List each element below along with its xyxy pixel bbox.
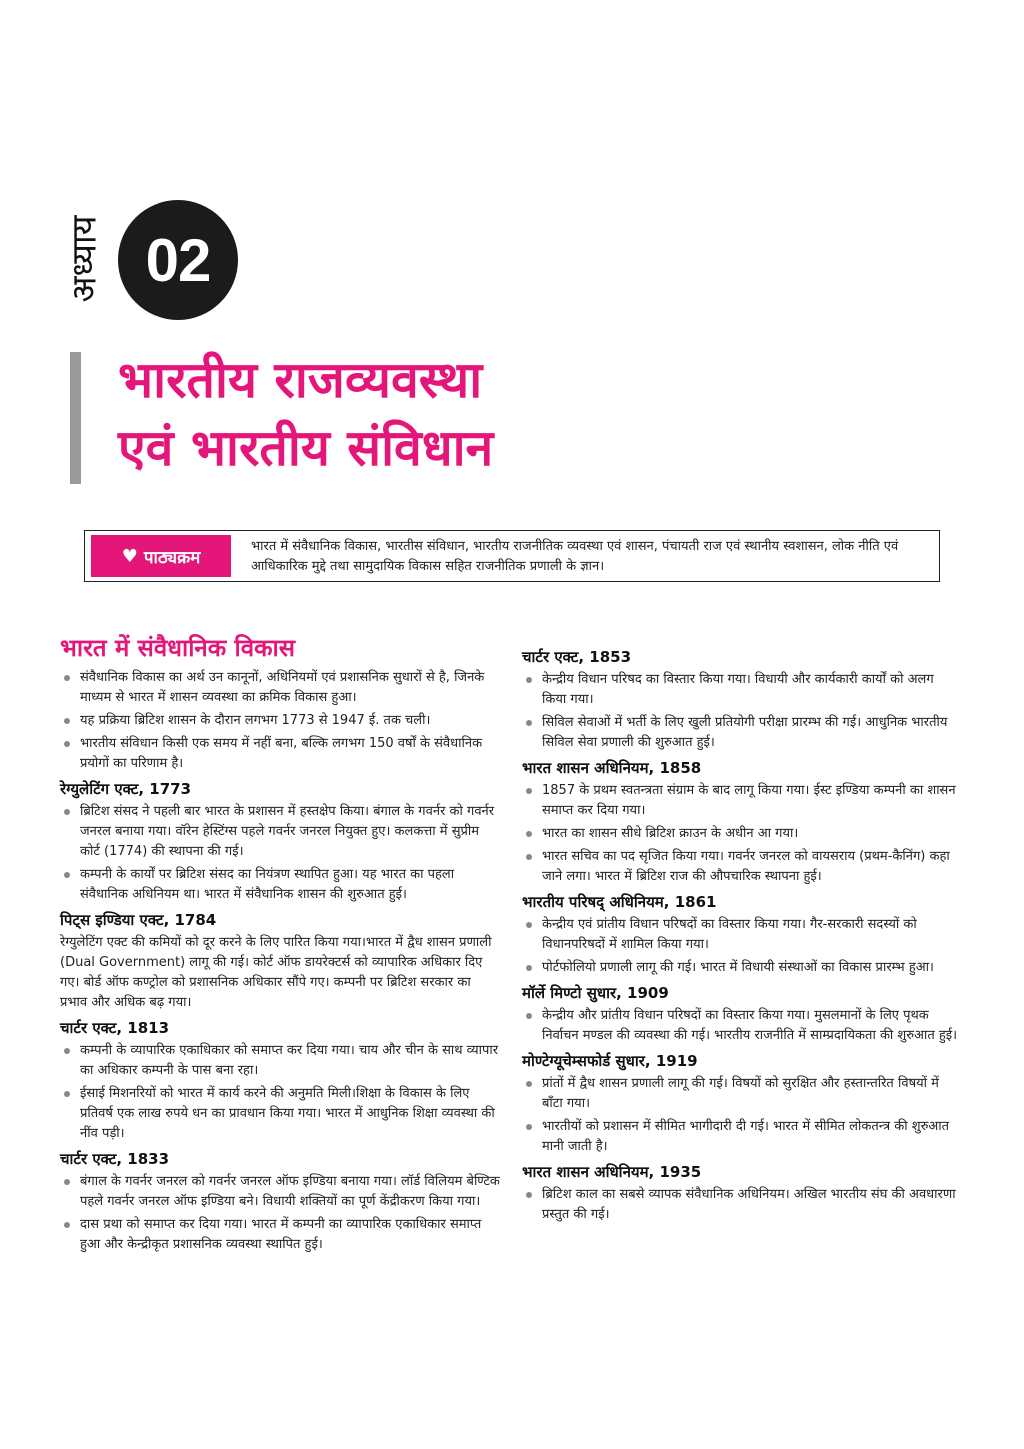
list-item: संवैधानिक विकास का अर्थ उन कानूनों, अधिनियमों एवं प्रशासनिक सुधारों से है, जिनके माध्यम से भारत में शासन व्यवस्था का क्रमिक विकास हुआ।	[60, 668, 500, 708]
list-item: भारतीय संविधान किसी एक समय में नहीं बना, बल्कि लगभग 150 वर्षों के संवैधानिक प्रयोगों का परिणाम है।	[60, 734, 500, 774]
list-item: प्रांतों में द्वैध शासन प्रणाली लागू की गई। विषयों को सुरक्षित और हस्तान्तरित विषयों में बाँटा गया।	[522, 1074, 962, 1114]
bullet-list	[522, 1006, 962, 1046]
subsection-heading: रेग्युलेटिंग एक्ट, 1773	[60, 780, 192, 798]
list-item: पोर्टफोलियो प्रणाली लागू की गई। भारत में विधायी संस्थाओं का विकास प्रारम्भ हुआ।	[522, 958, 962, 978]
chapter-title-line2: एवं भारतीय संविधान	[118, 419, 494, 477]
list-item: भारत सचिव का पद सृजित किया गया। गवर्नर जनरल को वायसराय (प्रथम-कैनिंग) कहा जाने लगा। भारत में ब्रिटिश राज की औपचारिक स्थापना हुई।	[522, 847, 962, 887]
list-item: ब्रिटिश संसद ने पहली बार भारत के प्रशासन में हस्तक्षेप किया। बंगाल के गवर्नर को गवर्नर जनरल बनाया गया। वॉरेन हेस्टिंग्स पहले गवर्नर जनरल नियुक्त हुए। कलकत्ता में सुप्रीम कोर्ट (1774) की स्थापना की गई।	[60, 802, 500, 862]
bullet-list	[60, 802, 500, 905]
list-item: केन्द्रीय और प्रांतीय विधान परिषदों का विस्तार किया गया। मुसलमानों के लिए पृथक निर्वाचन मण्डल की व्यवस्था की गई। भारतीय राजनीति में साम्प्रदायिकता की शुरुआत हुई।	[522, 1006, 962, 1046]
list-item: कम्पनी के कार्यों पर ब्रिटिश संसद का नियंत्रण स्थापित हुआ। यह भारत का पहला संवैधानिक अधिनियम था। भारत में संवैधानिक शासन की शुरुआत हुई।	[60, 865, 500, 905]
subsection-heading: चार्टर एक्ट, 1833	[60, 1150, 170, 1168]
chapter-title-line1: भारतीय राजव्यवस्था	[118, 351, 483, 409]
list-item: भारतीयों को प्रशासन में सीमित भागीदारी दी गई। भारत में सीमित लोकतन्त्र की शुरुआत मानी जाती है।	[522, 1117, 962, 1157]
syllabus-label: पाठ्यक्रम	[143, 547, 201, 568]
chapter-number-badge: 02	[118, 200, 238, 320]
list-item: ब्रिटिश काल का सबसे व्यापक संवैधानिक अधिनियम। अखिल भारतीय संघ की अवधारणा प्रस्तुत की गई।	[522, 1185, 962, 1225]
bullet-list	[60, 1172, 500, 1255]
title-accent-bar	[70, 352, 81, 484]
chapter-title	[118, 346, 718, 482]
subsection-heading: भारतीय परिषद् अधिनियम, 1861	[522, 893, 717, 911]
bullet-list	[522, 1185, 962, 1225]
chapter-label: अध्याय	[64, 215, 105, 303]
list-item: यह प्रक्रिया ब्रिटिश शासन के दौरान लगभग 1773 से 1947 ई. तक चली।	[60, 711, 500, 731]
subsection-heading: चार्टर एक्ट, 1853	[522, 648, 632, 666]
subsection-heading: मॉर्ले मिण्टो सुधार, 1909	[522, 984, 669, 1002]
section-title: भारत में संवैधानिक विकास	[60, 634, 295, 662]
heart-v-icon: ♥	[121, 545, 138, 567]
list-item: भारत का शासन सीधे ब्रिटिश क्राउन के अधीन आ गया।	[522, 824, 962, 844]
intro-list	[60, 668, 500, 774]
syllabus-box	[84, 530, 940, 582]
subsection-heading: भारत शासन अधिनियम, 1935	[522, 1163, 702, 1181]
paragraph: रेग्युलेटिंग एक्ट की कमियों को दूर करने के लिए पारित किया गया।भारत में द्वैध शासन प्रणाली (Dual Government) लागू की गई। कोर्ट ऑफ डायरेक्टर्स को व्यापारिक अधिकार दिए गए। बोर्ड ऑफ कण्ट्रोल को प्रशासनिक अधिकार सौंपे गए। कम्पनी पर ब्रिटिश सरकार का प्रभाव और अधिक बढ़ गया।	[60, 935, 492, 1010]
right-column	[522, 642, 962, 1228]
left-column	[60, 632, 500, 1258]
bullet-list	[60, 1041, 500, 1144]
syllabus-text: भारत में संवैधानिक विकास, भारतीस संविधान, भारतीय राजनीतिक व्यवस्था एवं शासन, पंचायती राज एवं स्थानीय स्वशासन, लोक नीति एवं आधिकारिक मुद्दे तथा सामुदायिक विकास सहित राजनीतिक प्रणाली के ज्ञान।	[251, 539, 899, 574]
list-item: सिविल सेवाओं में भर्ती के लिए खुली प्रतियोगी परीक्षा प्रारम्भ की गई। आधुनिक भारतीय सिविल सेवा प्रणाली की शुरुआत हुई।	[522, 713, 962, 753]
subsection-heading: मोण्टेग्यूचेम्सफोर्ड सुधार, 1919	[522, 1052, 698, 1070]
list-item: दास प्रथा को समाप्त कर दिया गया। भारत में कम्पनी का व्यापारिक एकाधिकार समाप्त हुआ और केन्द्रीकृत प्रशासनिक व्यवस्था स्थापित हुई।	[60, 1215, 500, 1255]
list-item: कम्पनी के व्यापारिक एकाधिकार को समाप्त कर दिया गया। चाय और चीन के साथ व्यापार का अधिकार कम्पनी के पास बना रहा।	[60, 1041, 500, 1081]
list-item: केन्द्रीय विधान परिषद का विस्तार किया गया। विधायी और कार्यकारी कार्यों को अलग किया गया।	[522, 670, 962, 710]
list-item: बंगाल के गवर्नर जनरल को गवर्नर जनरल ऑफ इण्डिया बनाया गया। लॉर्ड विलियम बेण्टिक पहले गवर्नर जनरल ऑफ इण्डिया बने। विधायी शक्तियों का पूर्ण केंद्रीकरण किया गया।	[60, 1172, 500, 1212]
bullet-list	[522, 670, 962, 753]
bullet-list	[522, 1074, 962, 1157]
subsection-heading: भारत शासन अधिनियम, 1858	[522, 759, 702, 777]
list-item: केन्द्रीय एवं प्रांतीय विधान परिषदों का विस्तार किया गया। गैर-सरकारी सदस्यों को विधानपरिषदों में शामिल किया गया।	[522, 915, 962, 955]
syllabus-tag	[91, 535, 231, 577]
subsection-heading: पिट्स इण्डिया एक्ट, 1784	[60, 911, 217, 929]
bullet-list	[522, 781, 962, 887]
subsection-heading: चार्टर एक्ट, 1813	[60, 1019, 170, 1037]
list-item: ईसाई मिशनरियों को भारत में कार्य करने की अनुमति मिली।शिक्षा के विकास के लिए प्रतिवर्ष एक लाख रुपये धन का प्रावधान किया गया। भारत में आधुनिक शिक्षा व्यवस्था की नींव पड़ी।	[60, 1084, 500, 1144]
list-item: 1857 के प्रथम स्वतन्त्रता संग्राम के बाद लागू किया गया। ईस्ट इण्डिया कम्पनी का शासन समाप्त कर दिया गया।	[522, 781, 962, 821]
bullet-list	[522, 915, 962, 978]
